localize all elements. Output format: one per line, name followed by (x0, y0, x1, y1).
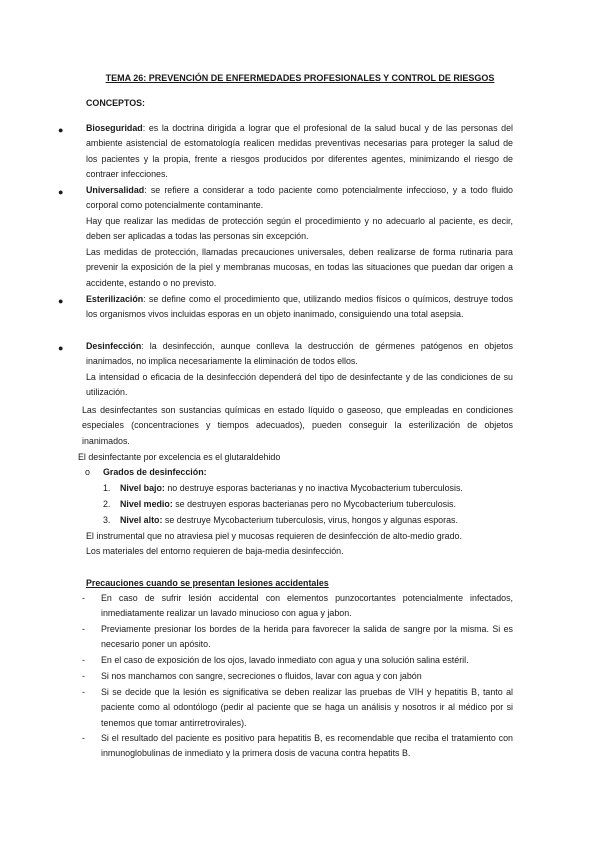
concept-term: Bioseguridad (86, 123, 143, 133)
document-title: TEMA 26: PREVENCIÓN DE ENFERMEDADES PROFESIONALES Y CONTROL DE RIESGOS (105, 73, 495, 83)
precauciones-heading: Precauciones cuando se presentan lesiones accidentales (86, 578, 329, 588)
concept-text: : se define como el procedimiento que, utilizando medios físicos o químicos, destruye todos los organismos vivos incluidas esporas en un objeto inanimado, consiguiendo una total asepsia. (86, 294, 513, 320)
list-number: 1. (103, 483, 111, 493)
grado-text: se destruye Mycobacterium tuberculosis, virus, hongos y algunas esporas. (162, 515, 458, 525)
concept-text: : es la doctrina dirigida a lograr que el profesional de la salud bucal y de las personas del ambiente asistencial de estomatología realicen medidas preventivas necesarias para proteger la salud de los pacientes y la propia, frente a riesgos producidos por diferentes agentes, minimizando el riesgo de contraer infecciones. (86, 123, 513, 180)
precaucion-item: Si el resultado del paciente es positivo para hepatitis B, es recomendable que reciba el tratamiento con inmunoglobulinas de inmediato y la primera dosis de vacuna contra hepatits B. (101, 733, 513, 759)
universalidad-paragraph-2: Hay que realizar las medidas de protección según el procedimiento y no adecuarlo al paciente, es decir, deben ser aplicadas a todas las personas sin excepción. (86, 216, 513, 242)
grados-note-1: El instrumental que no atraviesa piel y mucosas requieren de desinfección de alto-medio grado. (86, 531, 462, 541)
universalidad-paragraph-3: Las medidas de protección, llamadas precauciones universales, deben realizarse de forma rutinaria para prevenir la exposición de la piel y membranas mucosas, en todas las situaciones que puedan dar origen a accidente, estando o no previsto. (86, 247, 513, 288)
dash-marker: - (82, 624, 85, 634)
concept-term: Esterilización (86, 294, 144, 304)
desinfeccion-paragraph-4: El desinfectante por excelencia es el glutaraldehido (78, 452, 281, 462)
concept-desinfeccion (86, 339, 513, 370)
precaucion-item: En caso de sufrir lesión accidental con elementos punzocortantes potencialmente infectados, inmediatamente realizar un lavado minucioso con agua y jabon. (101, 593, 513, 619)
grado-item-medio (120, 497, 456, 512)
grado-item-alto (120, 513, 458, 528)
concept-esterilizacion (86, 292, 513, 323)
grado-text: no destruye esporas bacterianas y no inactiva Mycobacterium tuberculosis. (164, 483, 463, 493)
list-number: 3. (103, 515, 111, 525)
grado-term: Nivel alto: (120, 515, 163, 525)
grados-heading: Grados de desinfección: (103, 467, 207, 477)
list-number: 2. (103, 499, 111, 509)
dash-marker: - (82, 593, 85, 603)
bullet-marker: ● (58, 296, 64, 306)
concepts-heading: CONCEPTOS: (86, 98, 146, 108)
desinfeccion-paragraph-3: Las desinfectantes son sustancias químicas en estado líquido o gaseoso, que empleadas en condiciones especiales (concentraciones y tiempos adecuados), pueden conseguir la esterilización de objetos inanimados. (82, 405, 513, 446)
precaucion-item: Si se decide que la lesión es significativa se deben realizar las pruebas de VIH y hepatitis B, tanto al paciente como al odontólogo (pedir al paciente que se haga un análisis y nosotros ir al médico por si tenemos que tomar antirretrovirales). (101, 687, 513, 728)
concept-bioseguridad (86, 121, 513, 183)
concept-term: Desinfección (86, 341, 142, 351)
grado-text: se destruyen esporas bacterianas pero no Mycobacterium tuberculosis. (172, 499, 456, 509)
grado-item-bajo (120, 481, 463, 496)
concept-text: : la desinfección, aunque conlleva la destrucción de gérmenes patógenos en objetos inanimados, no implica necesariamente la eliminación de todos ellos. (86, 341, 513, 367)
concept-term: Universalidad (86, 185, 145, 195)
precaucion-item: Previamente presionar los bordes de la herida para favorecer la salida de sangre por la misma. Si es necesario poner un apósito. (101, 624, 513, 650)
concept-text: : se refiere a considerar a todo paciente como potencialmente infeccioso, y a todo fluido corporal como potencialmente contaminante. (86, 185, 513, 211)
grado-term: Nivel medio: (120, 499, 173, 509)
precaucion-item: En el caso de exposición de los ojos, lavado inmediato con agua y una solución salina estéril. (101, 655, 469, 665)
bullet-marker: ● (58, 343, 64, 353)
dash-marker: - (82, 733, 85, 743)
o-marker: o (85, 467, 90, 477)
bullet-marker: ● (58, 125, 64, 135)
dash-marker: - (82, 687, 85, 697)
precaucion-item: Si nos manchamos con sangre, secreciones o fluidos, lavar con agua y con jabón (101, 671, 422, 681)
dash-marker: - (82, 671, 85, 681)
concept-universalidad (86, 183, 513, 214)
desinfeccion-paragraph-2: La intensidad o eficacia de la desinfección dependerá del tipo de desinfectante y de las condiciones de su utilización. (86, 372, 513, 398)
dash-marker: - (82, 655, 85, 665)
grado-term: Nivel bajo: (120, 483, 165, 493)
bullet-marker: ● (58, 187, 64, 197)
grados-note-2: Los materiales del entorno requieren de baja-media desinfección. (86, 546, 344, 556)
